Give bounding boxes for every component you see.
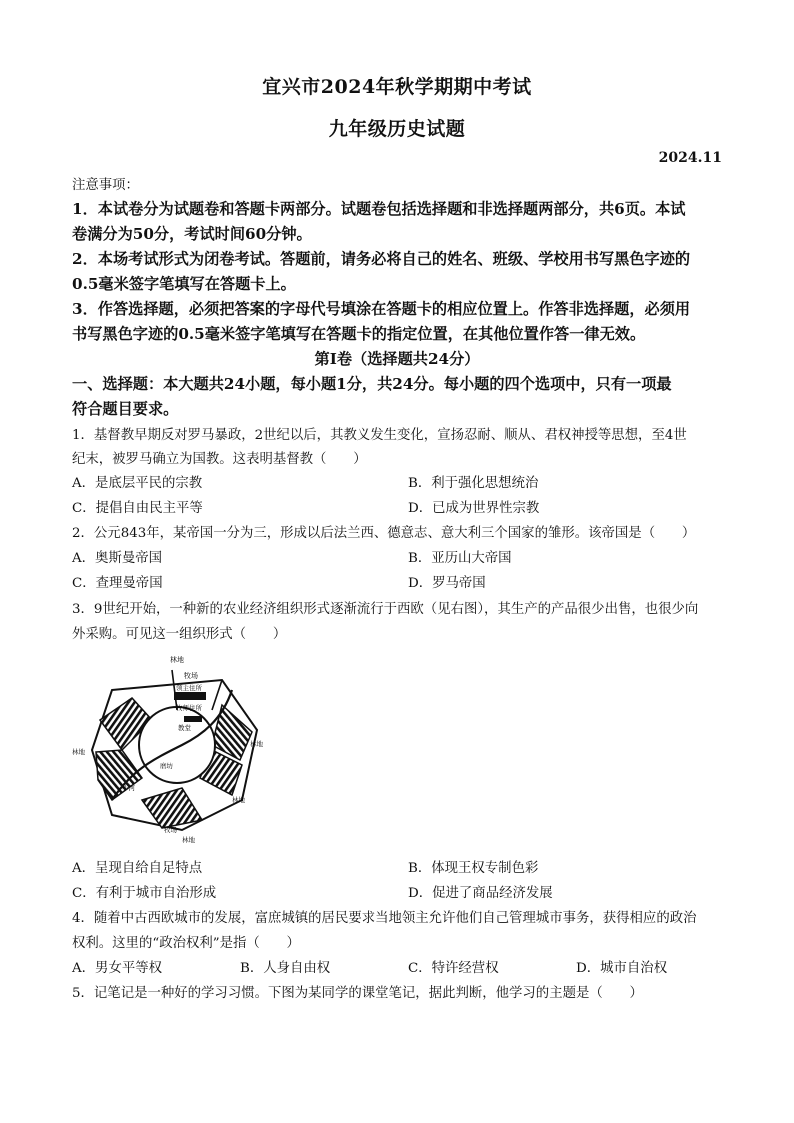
question-4-option-c[interactable]: C．特许经营权 [408, 961, 499, 976]
field-block [96, 750, 142, 800]
question-3-stem: 外采购。可见这一组织形式（ ） [72, 627, 287, 642]
question-1-option-d[interactable]: D．已成为世界性宗教 [408, 501, 540, 516]
section-intro: 符合题目要求。 [72, 400, 179, 418]
question-2-option-b[interactable]: B．亚历山大帝国 [408, 551, 512, 566]
question-1-option-c[interactable]: C．提倡自由民主平等 [72, 501, 203, 516]
question-3-option-a[interactable]: A．呈现自给自足特点 [72, 861, 203, 876]
map-label: 林地 [72, 748, 85, 756]
map-label: 林地 [182, 836, 195, 844]
question-3-option-b[interactable]: B．体现王权专制色彩 [408, 861, 539, 876]
exam-title: 宜兴市2024年秋学期期中考试 [262, 76, 532, 98]
map-label: 磨坊 [160, 762, 173, 770]
map-label: 教堂 [178, 724, 191, 732]
question-1-stem: 1．基督教早期反对罗马暴政，2世纪以后，其教义发生变化，宣扬忍耐、顺从、君权神授等思想，至4世 [72, 428, 687, 443]
question-1-option-a[interactable]: A．是底层平民的宗教 [72, 476, 203, 491]
question-2-option-c[interactable]: C．查理曼帝国 [72, 576, 163, 591]
map-label: 小河 [122, 784, 135, 792]
lord-house-block [174, 692, 206, 700]
exam-date: 2024.11 [658, 150, 722, 166]
section-heading: 第Ⅰ卷（选择题共24分） [314, 350, 480, 368]
section-intro: 一、选择题：本大题共24小题，每小题1分，共24分。每小题的四个选项中，只有一项最 [72, 375, 672, 393]
map-label: 林地 [170, 656, 184, 664]
question-1-option-b[interactable]: B．利于强化思想统治 [408, 476, 539, 491]
question-5-stem: 5．记笔记是一种好的学习习惯。下图为某同学的课堂笔记，据此判断，他学习的主题是（ ） [72, 986, 643, 1001]
question-4-stem: 4．随着中古西欧城市的发展，富庶城镇的居民要求当地领主允许他们自己管理城市事务，获得相应的政治 [72, 911, 697, 926]
notice-heading: 注意事项： [72, 178, 139, 193]
notice-line: 2．本场考试形式为闭卷考试。答题前，请务必将自己的姓名、班级、学校用书写黑色字迹的 [72, 250, 691, 268]
notice-line: 卷满分为50分，考试时间60分钟。 [72, 225, 312, 243]
question-4-stem: 权利。这里的“政治权利”是指（ ） [72, 936, 300, 951]
question-2-stem: 2．公元843年，某帝国一分为三，形成以后法兰西、德意志、意大利三个国家的雏形。该帝国是（ ） [72, 526, 696, 541]
map-label: 牧师住所 [176, 704, 202, 712]
question-3-stem: 3．9世纪开始，一种新的农业经济组织形式逐渐流行于西欧（见右图），其生产的产品很少出售，也很少向 [72, 602, 699, 617]
map-label: 林地 [232, 796, 245, 804]
map-label: 牧场 [184, 672, 198, 680]
question-4-option-d[interactable]: D．城市自治权 [576, 961, 668, 976]
map-label: 林地 [250, 740, 263, 748]
question-1-stem: 纪末，被罗马确立为国教。这表明基督教（ ） [72, 452, 367, 467]
notice-line: 1．本试卷分为试题卷和答题卡两部分。试题卷包括选择题和非选择题两部分，共6页。本试 [72, 200, 686, 218]
notice-line: 书写黑色字迹的0.5毫米签字笔填写在答题卡的指定位置，在其他位置作答一律无效。 [72, 325, 646, 343]
notice-line: 3．作答选择题，必须把答案的字母代号填涂在答题卡的相应位置上。作答非选择题，必须用 [72, 300, 691, 318]
notice-line: 0.5毫米签字笔填写在答题卡上。 [72, 275, 296, 293]
field-block [142, 788, 202, 828]
manor-map [72, 650, 272, 845]
question-2-option-d[interactable]: D．罗马帝国 [408, 576, 486, 591]
exam-subtitle: 九年级历史试题 [328, 118, 466, 140]
question-3-option-d[interactable]: D．促进了商品经济发展 [408, 886, 553, 901]
map-label: 领主住所 [176, 684, 202, 692]
church-block [184, 716, 202, 722]
question-4-option-b[interactable]: B．人身自由权 [240, 961, 331, 976]
question-2-option-a[interactable]: A．奥斯曼帝国 [72, 551, 163, 566]
question-3-option-c[interactable]: C．有利于城市自治形成 [72, 886, 217, 901]
question-4-option-a[interactable]: A．男女平等权 [72, 961, 163, 976]
map-label: 牧场 [164, 826, 177, 834]
